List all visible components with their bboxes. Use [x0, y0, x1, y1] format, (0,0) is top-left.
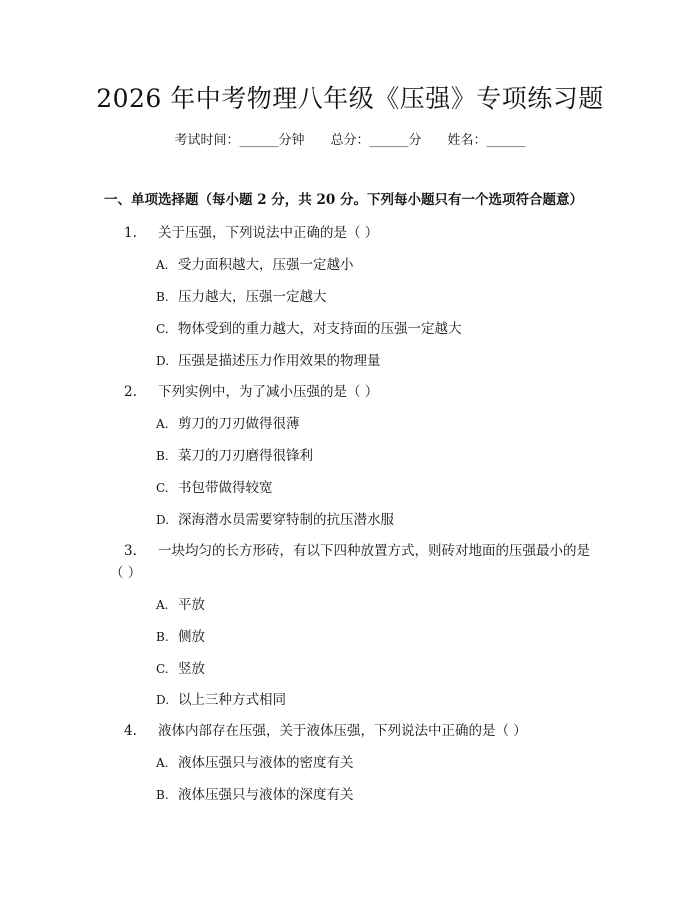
option-letter: C. — [156, 662, 169, 676]
option-letter: A. — [156, 756, 169, 770]
option-text: 压强是描述压力作用效果的物理量 — [178, 353, 381, 369]
option-text: 侧放 — [178, 629, 205, 645]
option-text: 书包带做得较宽 — [178, 480, 273, 496]
option-3d — [156, 689, 286, 711]
option-letter: D. — [156, 693, 170, 707]
option-text: 压力越大，压强一定越大 — [178, 289, 327, 305]
question-number: 3. — [124, 543, 137, 559]
question-1 — [124, 222, 378, 244]
question-2 — [124, 381, 378, 403]
option-text: 液体压强只与液体的深度有关 — [178, 787, 354, 803]
option-text: 菜刀的刀刃磨得很锋利 — [178, 448, 313, 464]
option-2b — [156, 445, 313, 467]
option-letter: B. — [156, 449, 169, 463]
section-heading: 一、单项选择题（每小题 2 分，共 20 分。下列每小题只有一个选项符合题意） — [104, 192, 583, 208]
option-letter: B. — [156, 290, 169, 304]
option-letter: D. — [156, 513, 170, 527]
time-label: 考试时间： — [174, 133, 240, 148]
time-blank: ______ — [239, 133, 279, 148]
option-3b — [156, 626, 205, 648]
option-letter: B. — [156, 788, 169, 802]
question-text: 关于压强，下列说法中正确的是（ ） — [158, 225, 379, 241]
name-blank: ______ — [486, 133, 526, 148]
option-text: 剪刀的刀刃做得很薄 — [178, 416, 300, 432]
question-number: 1. — [124, 225, 137, 241]
question-text: 下列实例中，为了减小压强的是（ ） — [158, 384, 379, 400]
option-text: 受力面积越大，压强一定越小 — [178, 257, 354, 273]
option-text: 深海潜水员需要穿特制的抗压潜水服 — [178, 512, 394, 528]
score-label: 总分： — [330, 133, 370, 148]
option-1b — [156, 286, 327, 308]
question-3 — [110, 540, 590, 584]
score-unit: 分 — [408, 133, 422, 148]
option-2a — [156, 413, 300, 435]
page-title: 2026 年中考物理八年级《压强》专项练习题 — [96, 84, 604, 113]
option-3c — [156, 658, 205, 680]
score-blank: ______ — [369, 133, 409, 148]
option-text: 物体受到的重力越大，对支持面的压强一定越大 — [178, 321, 462, 337]
option-3a — [156, 594, 205, 616]
option-letter: A. — [156, 598, 169, 612]
option-2d — [156, 509, 394, 531]
option-4a — [156, 752, 354, 774]
option-text: 液体压强只与液体的密度有关 — [178, 755, 354, 771]
time-unit: 分钟 — [278, 133, 305, 148]
option-1c — [156, 318, 462, 340]
option-letter: A. — [156, 417, 169, 431]
name-label: 姓名： — [447, 133, 487, 148]
option-letter: D. — [156, 354, 170, 368]
option-4b — [156, 784, 354, 806]
option-letter: C. — [156, 481, 169, 495]
option-2c — [156, 477, 273, 499]
option-1a — [156, 254, 354, 276]
option-letter: A. — [156, 258, 169, 272]
question-text: 一块均匀的长方形砖，有以下四种放置方式，则砖对地面的压强最小的是（ ） — [110, 543, 590, 581]
exam-info-line — [0, 131, 700, 151]
question-number: 4. — [124, 723, 137, 739]
question-text: 液体内部存在压强，关于液体压强，下列说法中正确的是（ ） — [158, 723, 527, 739]
option-letter: B. — [156, 630, 169, 644]
option-text: 以上三种方式相同 — [178, 692, 286, 708]
option-text: 竖放 — [178, 661, 205, 677]
question-4 — [124, 720, 527, 742]
option-1d — [156, 350, 381, 372]
option-letter: C. — [156, 322, 169, 336]
option-text: 平放 — [178, 597, 205, 613]
question-number: 2. — [124, 384, 137, 400]
